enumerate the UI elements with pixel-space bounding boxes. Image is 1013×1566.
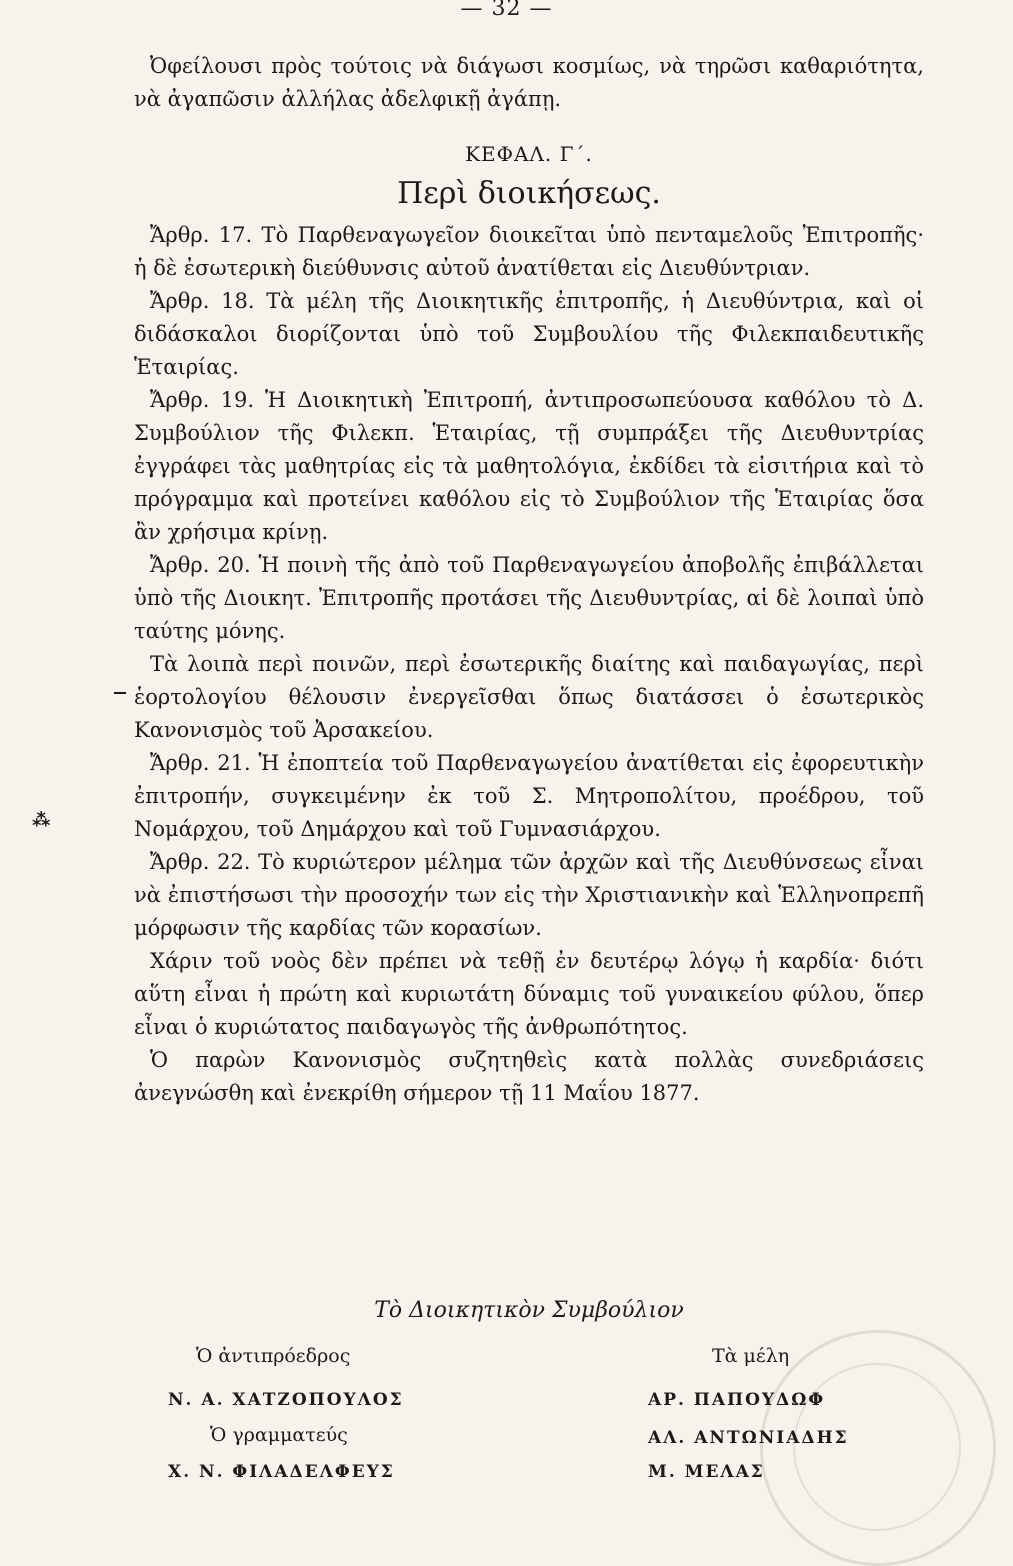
article-21: Ἄρθρ. 21. Ἡ ἐποπτεία τοῦ Παρθεναγωγείου ἀνατίθεται εἰς ἐφορευτικὴν ἐπιτροπήν, συγκειμένην ἐκ τοῦ Σ. Μητροπολίτου, προέδρου, τοῦ Νομάρχου, τοῦ Δημάρχου καὶ τοῦ Γυμνασιάρχου.	[134, 751, 924, 841]
member-2-name: ΑΛ. ΑΝΤΩΝΙΑΔΗΣ	[648, 1428, 849, 1448]
document-body	[134, 50, 924, 1110]
closing-paragraph: Ὁ παρὼν Κανονισμὸς συζητηθεὶς κατὰ πολλὰς συνεδριάσεις ἀνεγνώσθη καὶ ἐνεκρίθη σήμερον τῇ 11 Μαΐου 1877.	[134, 1048, 924, 1105]
article-20-continued: Τὰ λοιπὰ περὶ ποινῶν, περὶ ἐσωτερικῆς διαίτης καὶ παιδαγωγίας, περὶ ἑορτολογίου θέλουσιν ἐνεργεῖσθαι ὅπως διατάσσει ὁ ἐσωτερικὸς Κανονισμὸς τοῦ Ἀρσακείου.	[134, 652, 924, 742]
margin-mark: ⁂	[32, 810, 51, 831]
article-17: Ἄρθρ. 17. Τὸ Παρθεναγωγεῖον διοικεῖται ὑπὸ πενταμελοῦς Ἐπιτροπῆς· ἡ δὲ ἐσωτερικὴ διεύθυνσις αὐτοῦ ἀνατίθεται εἰς Διευθύντριαν.	[134, 223, 924, 280]
page-number-value: 32	[491, 0, 522, 21]
secretary-name: Χ. Ν. ΦΙΛΑΔΕΛΦΕΥΣ	[168, 1462, 395, 1482]
intro-paragraph: Ὀφείλουσι πρὸς τούτοις νὰ διάγωσι κοσμίως, νὰ τηρῶσι καθαριότητα, νὰ ἀγαπῶσιν ἀλλήλας ἀδελφικῇ ἀγάπῃ.	[134, 54, 924, 111]
chapter-title: Περὶ διοικήσεως.	[397, 176, 661, 211]
chapter-label: ΚΕΦΑΛ. Γ΄.	[465, 142, 593, 166]
article-22: Ἄρθρ. 22. Τὸ κυριώτερον μέλημα τῶν ἀρχῶν καὶ τῆς Διευθύνσεως εἶναι νὰ ἐπιστήσωσι τὴν προσοχήν των εἰς τὴν Χριστιανικὴν καὶ Ἑλληνοπρεπῆ μόρφωσιν τῆς καρδίας τῶν κορασίων.	[134, 850, 924, 940]
article-19: Ἄρθρ. 19. Ἡ Διοικητικὴ Ἐπιτροπή, ἀντιπροσωπεύουσα καθόλου τὸ Δ. Συμβούλιον τῆς Φιλεκπ. Ἑταιρίας, τῇ συμπράξει τῆς Διευθυντρίας ἐγγράφει τὰς μαθητρίας εἰς τὰ μαθητολόγια, ἐκδίδει τὰ εἰσιτήρια καὶ τὸ πρόγραμμα καὶ προτείνει καθόλου εἰς τὸ Συμβούλιον τῆς Ἑταιρίας ὅσα ἂν χρήσιμα κρίνῃ.	[134, 388, 924, 544]
article-22-continued: Χάριν τοῦ νοὸς δὲν πρέπει νὰ τεθῇ ἐν δευτέρῳ λόγῳ ἡ καρδία· διότι αὕτη εἶναι ἡ πρώτη καὶ κυριωτάτη δύναμις τοῦ γυναικείου φύλου, ὅπερ εἶναι ὁ κυριώτατος παιδαγωγὸς τῆς ἀνθρωπότητος.	[134, 949, 924, 1039]
vice-president-name: Ν. Α. ΧΑΤΖΟΠΟΥΛΟΣ	[168, 1390, 404, 1410]
margin-dash	[114, 692, 126, 694]
vice-president-title: Ὁ ἀντιπρόεδρος	[196, 1345, 351, 1367]
library-seal-watermark	[760, 1330, 996, 1566]
members-title: Τὰ μέλη	[712, 1345, 790, 1367]
secretary-title: Ὁ γραμματεύς	[210, 1424, 348, 1446]
page-number: — 32 —	[0, 0, 1013, 21]
member-3-name: Μ. ΜΕΛΑΣ	[648, 1462, 765, 1482]
council-title: Τὸ Διοικητικὸν Συμβούλιον	[374, 1298, 684, 1323]
article-20: Ἄρθρ. 20. Ἡ ποινὴ τῆς ἀπὸ τοῦ Παρθεναγωγείου ἀποβολῆς ἐπιβάλλεται ὑπὸ τῆς Διοικητ. Ἐπιτροπῆς προτάσει τῆς Διευθυντρίας, αἱ δὲ λοιπαὶ ὑπὸ ταύτης μόνης.	[134, 553, 924, 643]
member-1-name: ΑΡ. ΠΑΠΟΥΔΩΦ	[648, 1390, 826, 1410]
article-18: Ἄρθρ. 18. Τὰ μέλη τῆς Διοικητικῆς ἐπιτροπῆς, ἡ Διευθύντρια, καὶ οἱ διδάσκαλοι διορίζονται ὑπὸ τοῦ Συμβουλίου τῆς Φιλεκπαιδευτικῆς Ἑταιρίας.	[134, 289, 924, 379]
